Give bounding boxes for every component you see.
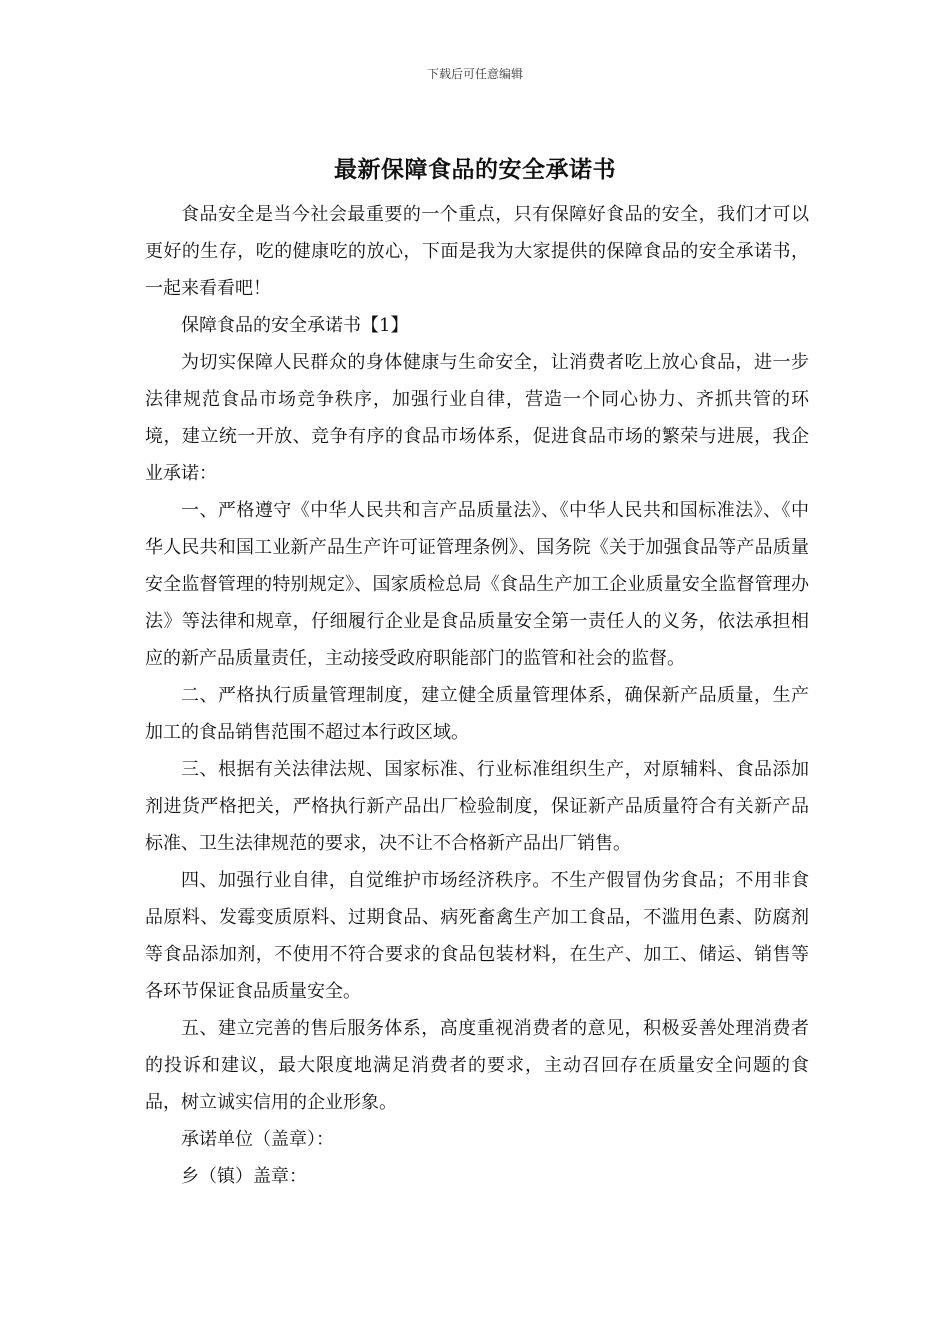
commitment-item-5: 五、建立完善的售后服务体系，高度重视消费者的意见，积极妥善处理消费者的投诉和建议，最大限度地满足消费者的要求，主动召回存在质量安全问题的食品，树立诚实信用的企业形象。 [145,1018,809,1113]
signature-line-township: 乡（镇）盖章： [181,1166,307,1187]
intro-paragraph: 食品安全是当今社会最重要的一个重点，只有保障好食品的安全，我们才可以更好的生存，吃的健康吃的放心，下面是我为大家提供的保障食品的安全承诺书，一起来看看吧！ [145,204,809,299]
preamble-paragraph: 为切实保障人民群众的身体健康与生命安全，让消费者吃上放心食品，进一步法律规范食品市场竞争秩序，加强行业自律，营造一个同心协力、齐抓共管的环境，建立统一开放、竞争有序的食品市场体系，促进食品市场的繁荣与进展，我企业承诺： [145,352,809,484]
commitment-item-2: 二、严格执行质量管理制度，建立健全质量管理体系，确保新产品质量，生产加工的食品销售范围不超过本行政区域。 [145,685,809,743]
page-header-note: 下载后可任意编辑 [426,67,523,81]
commitment-item-3: 三、根据有关法律法规、国家标准、行业标准组织生产，对原辅料、食品添加剂进货严格把关，严格执行新产品出厂检验制度，保证新产品质量符合有关新产品标准、卫生法律规范的要求，决不让不合格新产品出厂销售。 [145,759,809,854]
document-title: 最新保障食品的安全承诺书 [334,156,616,183]
commitment-item-4: 四、加强行业自律，自觉维护市场经济秩序。不生产假冒伪劣食品；不用非食品原料、发霉变质原料、过期食品、病死畜禽生产加工食品，不滥用色素、防腐剂等食品添加剂，不使用不符合要求的食品包装材料，在生产、加工、储运、销售等各环节保证食品质量安全。 [145,870,809,1002]
signature-line-unit: 承诺单位（盖章）： [181,1129,334,1150]
commitment-item-1: 一、严格遵守《中华人民共和言产品质量法》、《中华人民共和国标准法》、《中华人民共和国工业新产品生产许可证管理条例》、国务院《关于加强食品等产品质量安全监督管理的特别规定》、国家质检总局《食品生产加工企业质量安全监督管理办法》等法律和规章，仔细履行企业是食品质量安全第一责任人的义务，依法承担相应的新产品质量责任，主动接受政府职能部门的监管和社会的监督。 [145,500,809,669]
document-body [145,196,809,1195]
section-heading: 保障食品的安全承诺书【1】 [181,315,409,336]
